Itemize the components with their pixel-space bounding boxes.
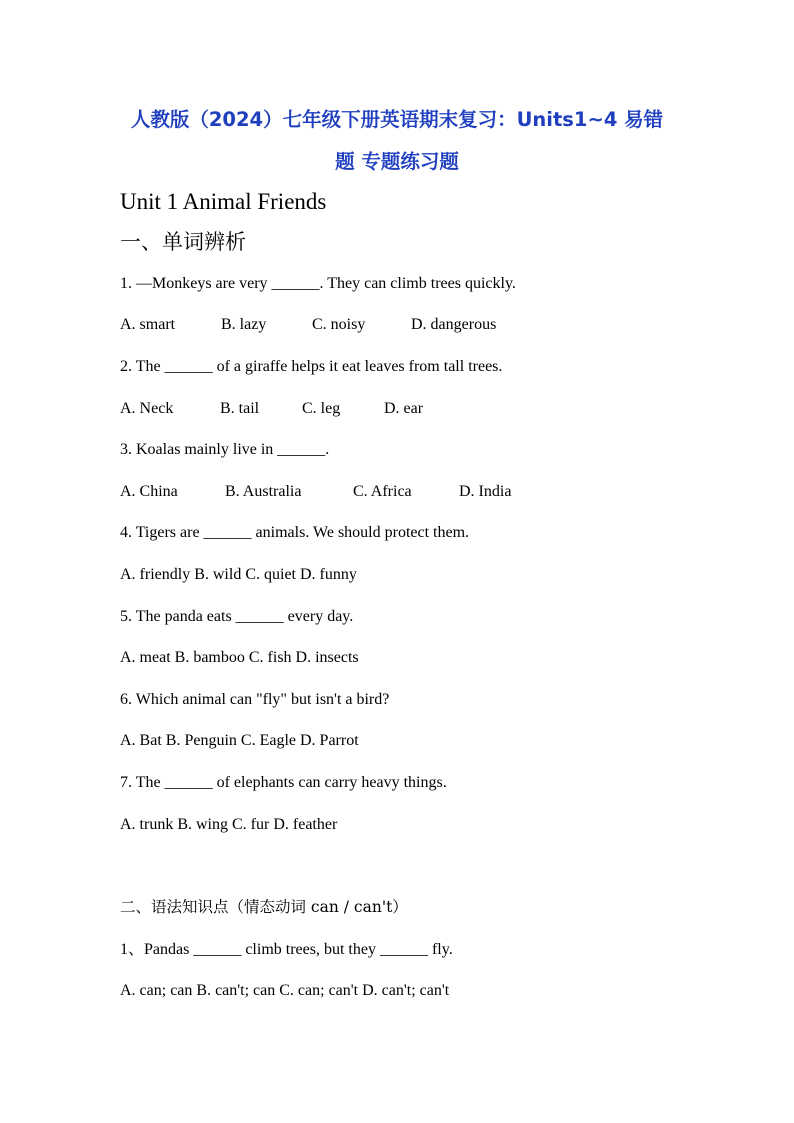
section-2-question-1-options: A. can; can B. can't; can C. can; can't D. can't; can't [120, 982, 450, 999]
unit-heading: Unit 1 Animal Friends [120, 189, 327, 214]
question-5-stem: 5. The panda eats ______ every day. [120, 608, 354, 625]
option-d: D. ear [384, 400, 424, 417]
section-1-heading: 一、单词辨析 [120, 230, 246, 254]
option-d: D. India [459, 483, 512, 500]
question-4-stem: 4. Tigers are ______ animals. We should protect them. [120, 524, 470, 541]
option-b: B. Australia [225, 483, 302, 500]
question-2-stem: 2. The ______ of a giraffe helps it eat leaves from tall trees. [120, 358, 503, 375]
question-5-options: A. meat B. bamboo C. fish D. insects [120, 649, 359, 666]
option-c: C. leg [302, 400, 341, 417]
option-c: C. noisy [312, 316, 366, 333]
option-b: B. lazy [221, 316, 267, 333]
question-7-stem: 7. The ______ of elephants can carry heavy things. [120, 774, 447, 791]
option-a: A. smart [120, 316, 176, 333]
option-a: A. Neck [120, 400, 174, 417]
question-1-options [120, 315, 496, 335]
question-3-stem: 3. Koalas mainly live in ______. [120, 441, 330, 458]
page-title-line-2: 题 专题练习题 [335, 150, 459, 173]
question-1-stem: 1. —Monkeys are very ______. They can climb trees quickly. [120, 275, 516, 292]
question-2-options [120, 399, 423, 419]
question-6-options: A. Bat B. Penguin C. Eagle D. Parrot [120, 732, 359, 749]
section-2-question-1-stem: 1、Pandas ______ climb trees, but they ______ fly. [120, 941, 453, 958]
question-4-options: A. friendly B. wild C. quiet D. funny [120, 566, 357, 583]
question-7-options: A. trunk B. wing C. fur D. feather [120, 816, 338, 833]
section-2-heading: 二、语法知识点（情态动词 can / can't） [120, 898, 408, 916]
option-c: C. Africa [353, 483, 412, 500]
option-a: A. China [120, 483, 178, 500]
page-title-line-1: 人教版（2024）七年级下册英语期末复习：Units1~4 易错 [130, 108, 664, 131]
question-3-options [120, 482, 511, 502]
question-6-stem: 6. Which animal can "fly" but isn't a bird? [120, 691, 390, 708]
option-b: B. tail [220, 400, 260, 417]
option-d: D. dangerous [411, 316, 497, 333]
